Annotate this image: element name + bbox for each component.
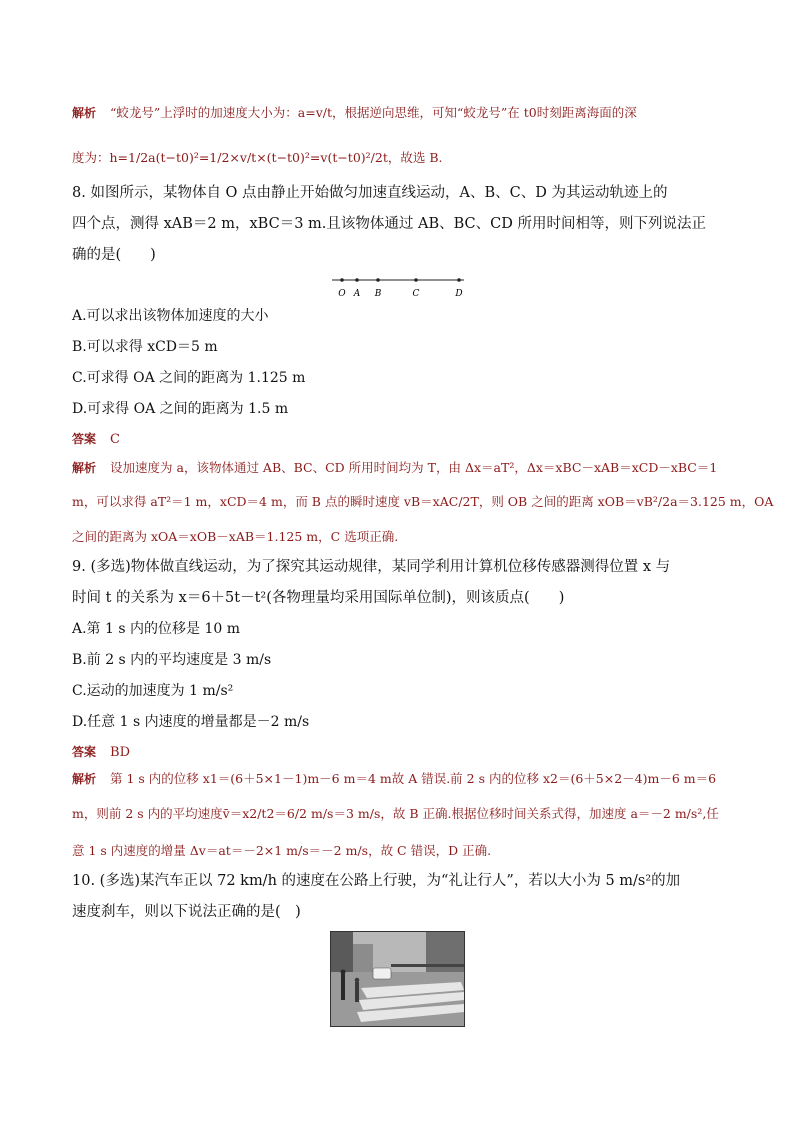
q8-answer-value: C — [110, 432, 120, 447]
prev-analysis-text-2: 度为：h=1/2a(t−t0)²=1/2×v/t×(t−t0)²=v(t−t0)²/2t，故选 B. — [72, 150, 443, 165]
q8-option-d: D.可求得 OA 之间的距离为 1.5 m — [72, 401, 289, 417]
point-d-label: D — [455, 289, 463, 299]
point-a-dot — [355, 278, 359, 282]
analysis-tag: 解析 — [72, 106, 97, 120]
point-b-dot — [376, 278, 380, 282]
q10-stem-2: 速度刹车，则以下说法正确的是( ) — [72, 904, 301, 920]
q8-option-b: B.可以求得 xCD＝5 m — [72, 339, 218, 355]
q8-option-a: A.可以求出该物体加速度的大小 — [72, 308, 269, 324]
q8-stem-3: 确的是( ) — [72, 247, 156, 263]
q10-stem-1: 10. (多选)某汽车正以 72 km/h 的速度在公路上行驶，为“礼让行人”，若以大小为 5 m/s²的加 — [72, 873, 681, 889]
point-c-label: C — [412, 289, 420, 299]
q9-option-c: C.运动的加速度为 1 m/s² — [72, 683, 234, 699]
crosswalk-photo — [330, 931, 465, 1027]
q9-analysis-line-1 — [72, 769, 722, 789]
q8-analysis-line-2: m，可以求得 aT²＝1 m，xCD＝4 m，而 B 点的瞬时速度 vB＝xAC/2T，则 OB 之间的距离 xOB＝vB²/2a＝3.125 m，OA — [72, 494, 774, 509]
q8-analysis-line-1 — [72, 458, 722, 478]
q8-stem-2: 四个点，测得 xAB＝2 m，xBC＝3 m.且该物体通过 AB、BC、CD 所用时间相等，则下列说法正 — [72, 216, 706, 232]
analysis-tag: 解析 — [72, 461, 97, 475]
q9-option-a: A.第 1 s 内的位移是 10 m — [72, 621, 240, 637]
q9-analysis-line-2: m，则前 2 s 内的平均速度v̄＝x2/t2＝6/2 m/s＝3 m/s，故 B 正确.根据位移时间关系式得，加速度 a＝－2 m/s²,任 — [72, 806, 719, 821]
prev-analysis-text-1: “蛟龙号”上浮时的加速度大小为：a=v/t，根据逆向思维，可知“蛟龙号”在 t0时刻距离海面的深 — [110, 105, 637, 120]
q9-option-b: B.前 2 s 内的平均速度是 3 m/s — [72, 652, 272, 668]
answer-tag: 答案 — [72, 745, 97, 759]
q9-option-d: D.任意 1 s 内速度的增量都是－2 m/s — [72, 714, 310, 730]
point-o-label: O — [338, 289, 346, 299]
prev-analysis-line-2 — [72, 148, 722, 168]
analysis-tag: 解析 — [72, 772, 97, 786]
point-d-dot — [457, 278, 461, 282]
point-b-label: B — [374, 289, 382, 299]
q8-answer — [72, 429, 722, 450]
q9-stem-1: 9. (多选)物体做直线运动，为了探究其运动规律，某同学利用计算机位移传感器测得位置 x 与 — [72, 559, 671, 575]
answer-tag: 答案 — [72, 432, 97, 446]
motion-track-diagram — [330, 272, 470, 302]
q9-analysis-text-1: 第 1 s 内的位移 x1＝(6＋5×1－1)m－6 m＝4 m故 A 错误.前 2 s 内的位移 x2＝(6＋5×2－4)m－6 m＝6 — [110, 771, 717, 786]
point-a-label: A — [353, 289, 361, 299]
prev-analysis-line-1 — [72, 103, 722, 123]
q9-stem-2: 时间 t 的关系为 x＝6＋5t－t²(各物理量均采用国际单位制)，则该质点( ) — [72, 590, 565, 606]
q8-option-c: C.可求得 OA 之间的距离为 1.125 m — [72, 370, 306, 386]
q9-answer — [72, 742, 722, 763]
point-o-dot — [340, 278, 344, 282]
q9-answer-value: BD — [110, 745, 130, 760]
q8-stem-1: 8. 如图所示，某物体自 O 点由静止开始做匀加速直线运动，A、B、C、D 为其运动轨迹上的 — [72, 185, 668, 201]
point-c-dot — [414, 278, 418, 282]
q8-analysis-line-3: 之间的距离为 xOA＝xOB－xAB＝1.125 m，C 选项正确. — [72, 529, 399, 544]
crosswalk-photo-drawing — [331, 932, 464, 1026]
q9-analysis-line-3: 意 1 s 内速度的增量 Δv＝at＝－2×1 m/s＝－2 m/s，故 C 错误，D 正确. — [72, 843, 492, 858]
q8-analysis-text-1: 设加速度为 a，该物体通过 AB、BC、CD 所用时间均为 T，由 Δx＝aT²，Δx＝xBC－xAB＝xCD－xBC＝1 — [110, 460, 718, 475]
